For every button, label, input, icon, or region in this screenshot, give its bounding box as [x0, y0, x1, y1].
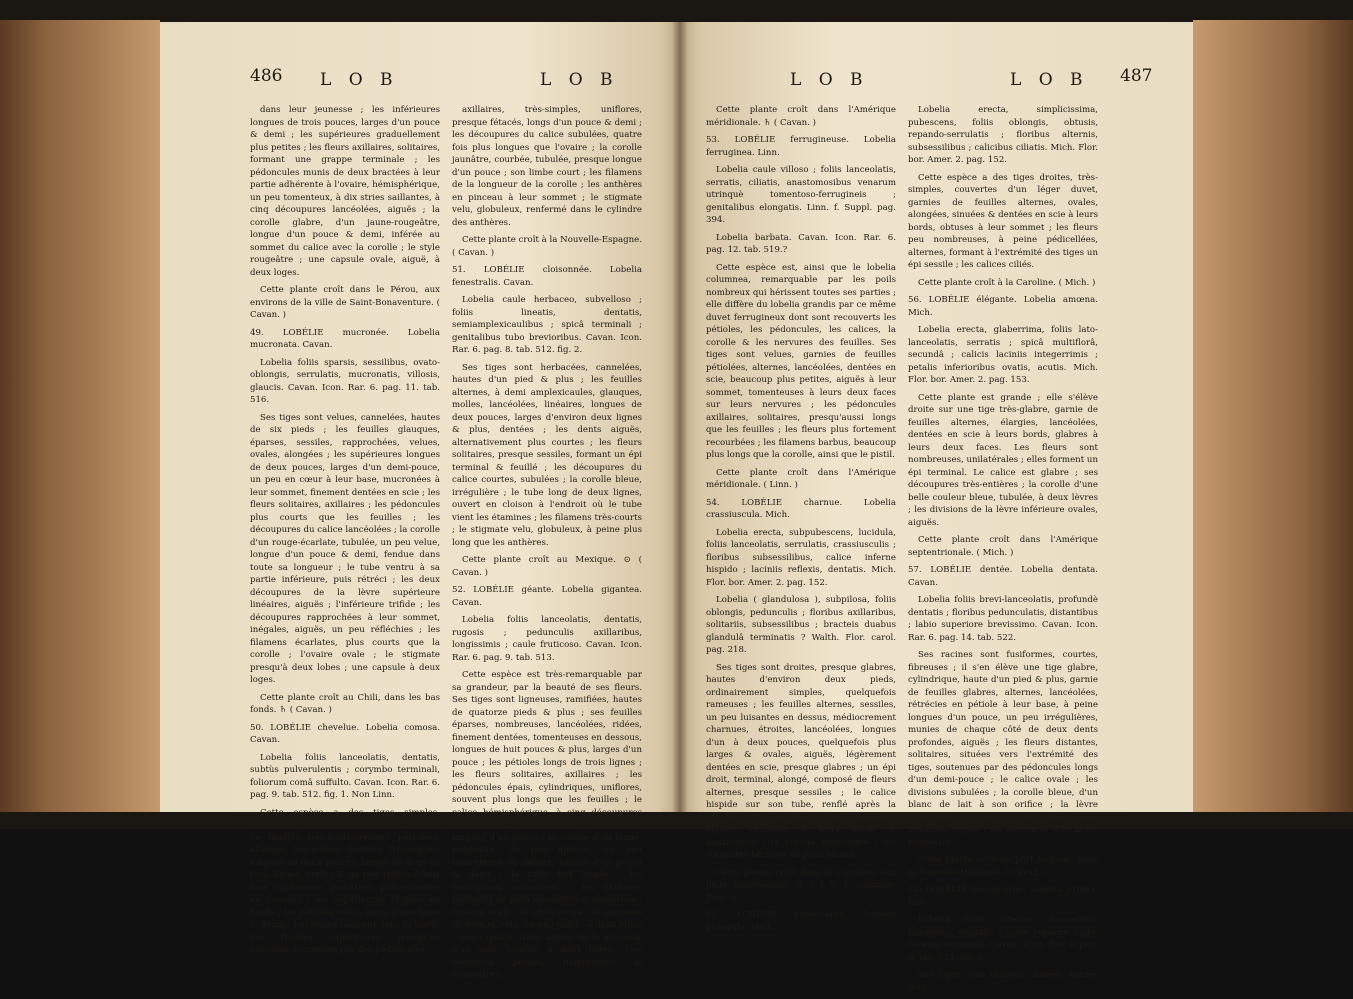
paragraph: Lobelia erecta, glaberrima, foliis lato-lanceolatis, serratis ; spicâ multiflorâ, secundâ ; calicis laciniis integerrimis ; petalis inferioribus ovatis, acutis. Mich. Flor. bor. Amer. 2. pag. 153.: [908, 325, 1098, 385]
paragraph: Cette plante croît dans l'Amérique méridionale. ♄ ( Cavan. ): [706, 105, 896, 128]
paragraph: Lobelia barbata. Cavan. Icon. Rar. 6. pag. 12. tab. 519.?: [706, 232, 896, 255]
paragraph: 53. LOBÉLIE ferrugineuse. Lobelia ferruginea. Linn.: [706, 135, 896, 158]
left-columns: [250, 104, 642, 987]
left-page-stack: [0, 20, 160, 812]
paragraph: Lobelia foliis alternis, lanceolato-linearibus, dentatis ; caule supernè nudo, racemo terminali. Cavan. Icon. Rar. 6 pag. 8. tab. 511. fig. 2.: [908, 915, 1098, 963]
paragraph: Cette espèce a des tiges simples, cannelées, hautes de deux pieds, garnies de feuilles très-médiocrement pétiolées, alternes, lancéolées, dentées, très-aiguës, longues de deux pouces, larges de deux ou trois lignes, vertes & un peu ridées à leur face supérieure, jaunâtres, pulvérulentes en dessous ; les supérieures réunies en touffe ; les pétioles velus, longs d'une ligne & demie. Les fleurs naissent dans la touffe des feuilles supérieures presqu'en corymbe, soutenues par des pédoncules: [250, 807, 440, 955]
left-page: [160, 22, 680, 980]
paragraph: Cette espèce est, ainsi que le lobelia columnea, remarquable par les poils nombreux qui hérissent toutes ses parties ; elle diffère du lobelia grandis par ce même duvet ferrugineux dont sont recouverts les pétioles, les pédoncules, les calices, la corolle & les nervures des feuilles. Ses tiges sont velues, garnies de feuilles pétiolées, alternes, lancéolées, dentées en scie, beaucoup plus petites, aiguës à leur sommet, tomenteuses à leurs deux faces sur leurs nervures ; les pédoncules axillaires, solitaires, presqu'aussi longs que les feuilles ; les fleurs plus fortement recourbées ; les filamens barbus, beaucoup plus longs que la corolle, ainsi que le pistil.: [706, 262, 896, 460]
left-running-head-2: L O B: [540, 70, 619, 90]
paragraph: axillaires, très-simples, uniflores, presque fétacés, longs d'un pouce & demi ; les découpures du calice subulées, quatre fois plus longues que l'ovaire ; la corolle jaunâtre, courbée, tubulée, presque longue d'un pouce ; son limbe court ; les filamens de la longueur de la corolle ; les anthères en pinceau à leur sommet ; le stigmate velu, globuleux, renfermé dans le cylindre des anthères.: [452, 105, 642, 228]
right-page: [680, 22, 1193, 993]
paragraph: 56. LOBÉLIE élégante. Lobelia amœna. Mich.: [908, 295, 1098, 318]
paragraph: Cette plante est grande ; elle s'élève droite sur une tige très-glabre, garnie de feuilles alternes, élargies, lancéolées, dentées en scie à leurs bords, glabres à leurs deux faces. Les fleurs sont nombreuses, unilatérales ; elles forment un épi terminal. Le calice est glabre ; ses découpures très-entières ; la corolle d'une belle couleur bleue, tubulée, à deux lèvres ; les divisions de la lèvre inférieure ovales, aiguës.: [908, 392, 1098, 528]
paragraph: 55. LOBÉLIE pubescente. Lobelia puberula. Mich.: [706, 910, 896, 933]
paragraph: Cette plante croît à la Nouvelle-Espagne. ( Cavan. ): [452, 235, 642, 258]
paragraph: dans leur jeunesse ; les inférieures longues de trois pouces, larges d'un pouce & demi ; les supérieures graduellement plus petites ; les fleurs axillaires, solitaires, formant une grappe terminale ; les pédoncules munis de deux bractées à leur partie adhérente à l'ovaire, hémisphérique, un peu tomenteux, à dix stries saillantes, à cinq découpures lancéolées, aiguës ; la corolle glabre, d'un jaune-rougeâtre, longue d'un pouce & demi, inférée au sommet du calice avec la corolle ; le style rougeâtre ; une capsule ovale, aiguë, à deux loges.: [250, 105, 440, 278]
right-columns: [706, 104, 1098, 999]
paragraph: Lobelia caule villoso ; foliis lanceolatis, serratis, ciliatis, anastomosibus venarum utrinquè tomentoso-ferrugineis ; genitalibus elongatis. Linn. f. Suppl. pag. 394.: [706, 165, 896, 225]
paragraph: Cette plante croît dans le Pérou, aux environs de la ville de Saint-Bonaventure. ( Cavan. ): [250, 285, 440, 320]
paragraph: Lobelia foliis sparsis, sessilibus, ovato-oblongis, serrulatis, mucronatis, villosis, glaucis. Cavan. Icon. Rar. 6. pag. 11. tab. 516.: [250, 357, 440, 405]
left-column-2: [452, 104, 642, 987]
right-page-stack: [1193, 20, 1353, 812]
paragraph: Cette plante croît dans la Caroline, aux lieux marécageux. ⊙ ? ( V. f. commun. Bosc. ): [706, 867, 896, 903]
paragraph: Lobelia foliis lanceolatis, dentatis, subtùs pulverulentis ; corymbo terminali, foliorum comâ suffulto. Cavan. Icon. Rar. 6. pag. 9. tab. 512. fig. 1. Non Linn.: [250, 752, 440, 800]
right-running-head-2: L O B: [1010, 70, 1089, 90]
paragraph: Cette plante croît au Mexique. ⊙ ( Cavan. ): [452, 555, 642, 578]
paragraph: Ses tiges sont droites, presque glabres, hautes d'environ deux pieds, ordinairement simples, quelquefois rameuses ; les feuilles alternes, sessiles, un peu luisantes en dessus, médiocrement charnues, étroites, lancéolées, longues d'un à deux pouces, quelquefois plus larges & ovales, aiguës, légèrement dentées en scie, presque glabres ; un épi droit, terminal, alongé, composé de fleurs alternes, presque sessiles ; le calice hispide sur son tube, renflé après la fécondation ; ses découpures lancéolées, aiguës, courbées à leurs bords & denticulées ; la corolle blanchâtre ; les stigmates hérissés de poils blancs.: [706, 662, 896, 860]
book-gutter: [672, 22, 688, 812]
paragraph: Cette plante croît à la Caroline. ( Mich. ): [918, 277, 1096, 288]
right-running-head-1: L O B: [790, 70, 869, 90]
paragraph: Ses racines sont fusiformes, courtes, fibreuses ; il s'en élève une tige glabre, cylindrique, haute d'un pied & plus, garnie de feuilles glabres, alternes, lancéolées, rétrécies en pétiole à leur base, à peine longues d'un pouce, un peu irrégulières, munies de chaque côté de deux dents profondes, aiguës ; les fleurs distantes, solitaires, situées vers l'extrémité des tiges, soutenues par des pédoncules longs d'un demi-pouce ; le calice ovale ; les divisions subulées ; la corolle bleue, d'un blanc de lait à son orifice ; la lèvre supérieure courte ; les découpures linéaires, aiguës ; les semences d'un brun-rougeâtre.: [908, 650, 1098, 848]
paragraph: Cette plante croît dans l'Amérique septentrionale. ( Mich. ): [908, 535, 1098, 558]
paragraph: 57. LOBÉLIE dentée. Lobelia dentata. Cavan.: [908, 565, 1098, 588]
left-running-head-1: L O B: [320, 70, 399, 90]
paragraph: Lobelia ( glandulosa ), subpilosa, foliis oblongis, pedunculis ; floribus axillaribus, solitariis, subsessilibus ; bracteis duabus glandulâ terminatis ? Walth. Flor. carol. pag. 218.: [706, 595, 896, 655]
paragraph: Cette plante croît dans l'Amérique méridionale. ( Linn. ): [706, 467, 896, 490]
right-column-1: [706, 104, 896, 999]
paragraph: Cette espèce est très-remarquable par sa grandeur, par la beauté de ses fleurs. Ses tiges sont ligneuses, ramifiées, hautes de quatorze pieds & plus ; ses feuilles éparses, nombreuses, lancéolées, ridées, finement dentées, tomenteuses en dessous, longues de huit pouces & plus, larges d'un pouce ; les pétioles longs de trois lignes ; les fleurs solitaires, axillaires ; les pédoncules épais, cylindriques, uniflores, souvent plus longs que les feuilles ; le calice hémisphérique, à cinq découpures persistantes, lancéolées, très-aiguës, longues d'un pouce ; la corolle d'un jaune-rougeâtre, un peu épaisse, un peu tomenteuse en dehors, longue d'un pouce & demi ; le tube fort ample ; les découpures acuminées ; les anthères hérissées de poils roussâtres & nombreux ; l'ovaire ovale ; le style rouge ; le stigmate globuleux, velu, un peu pelté ; à deux lobes ; une capsule ovale, aiguë, de la grosseur d'un pois, bivalve, à deux loges ; les semences petites, nombreuses & rougeâtres.: [452, 670, 642, 980]
paragraph: Lobelia caule herbaceo, subvelloso ; foliis lineatis, dentatis, semiamplexicaulibus ; spicâ terminali ; genitalibus tubo brevioribus. Cavan. Icon. Rar. 6. pag. 8. tab. 512. fig. 2.: [452, 295, 642, 355]
right-column-2: [908, 104, 1098, 999]
paragraph: Lobelia erecta, simplicissima, pubescens, foliis oblongis, obtusis, repando-serrulatis ; floribus alternis, subsessilibus ; calicibus ciliatis. Mich. Flor. bor. Amer. 2. pag. 152.: [908, 105, 1098, 165]
paragraph: 52. LOBÉLIE géante. Lobelia gigantea. Cavan.: [452, 585, 642, 608]
paragraph: Lobelia foliis lanceolatis, dentatis, rugosis ; pedunculis axillaribus, longissimis ; caule fruticoso. Cavan. Icon. Rar. 6. pag. 9. tab. 513.: [452, 615, 642, 663]
paragraph: 54. LOBÉLIE charnue. Lobelia crassiuscula. Mich.: [706, 497, 896, 520]
left-column-1: [250, 104, 440, 987]
paragraph: Lobelia foliis brevi-lanceolatis, profundè dentatis ; floribus pedunculatis, distantibus ; labio superiore brevissimo. Cavan. Icon. Rar. 6. pag. 14. tab. 522.: [908, 595, 1098, 643]
paragraph: 51. LOBÉLIE cloisonnée. Lobelia fenestralis. Cavan.: [452, 265, 642, 288]
paragraph: Ses tiges sont herbacées, cannelées, hautes d'un pied & plus ; les feuilles alternes, à demi amplexicaules, glauques, molles, lancéolées, linéaires, longues de deux pouces, larges d'environ deux lignes & plus, dentées ; les dents aiguës, alternativement plus courtes ; les fleurs solitaires, presque sessiles, formant un épi terminal & feuillé ; les découpures du calice courtes, subulées ; la corolle bleue, irrégulière ; le tube long de deux lignes, ouvert en cloison à l'endroit où le tube vient les étamines ; les filamens très-courts ; le stigmate velu, globuleux, à peine plus long que les anthères.: [452, 362, 642, 548]
paragraph: Ses tiges sont velues, cannelées, hautes de six pieds ; les feuilles glauques, éparses, sessiles, rapprochées, velues, ovales, alongées ; les supérieures longues de deux pouces, larges d'un demi-pouce, un peu en cœur à leur base, mucronées à leur sommet, finement dentées en scie ; les fleurs solitaires, axillaires ; les pédoncules plus courts que les feuilles ; les découpures du calice lancéolées ; la corolle d'un rouge-écarlate, tubulée, un peu velue, longue d'un pouce & demi, fendue dans toute sa longueur ; le tube ventru à sa partie inférieure, puis rétréci ; les deux découpures de la lèvre supérieure linéaires, aiguës ; l'inférieure trifide ; les découpures rapprochées à leur sommet, inégales, aiguës, un peu réfléchies ; les filamens écarlates, plus courts que la corolle ; l'ovaire ovale ; le stigmate presqu'à deux lobes ; une capsule à deux loges.: [250, 412, 440, 685]
paragraph: Cette plante croît au Chili, dans les bas fonds. ♄ ( Cavan. ): [250, 692, 440, 715]
left-page-number: 486: [250, 66, 283, 86]
paragraph: Lobelia erecta, subpubescens, lucidula, foliis lanceolatis, serrulatis, crassiusculis ; floribus subsessilibus, calice inferne hispido ; laciniis reflexis, dentatis. Mich. Flor. bor. Amer. 2. pag. 152.: [706, 527, 896, 588]
paragraph: 50. LOBÉLIE chevelue. Lobelia comosa. Cavan.: [250, 722, 440, 745]
paragraph: 58. LOBÉLIE bec-de-grue. Lobelia gruina. Cav.: [908, 885, 1098, 908]
right-page-number: 487: [1120, 66, 1153, 86]
paragraph: Cette plante croît au port Jackson, dans la Nouvelle-Hollande. ( Cavan. ): [908, 855, 1098, 878]
paragraph: 49. LOBÉLIE mucronée. Lobelia mucronata. Cavan.: [250, 327, 440, 350]
paragraph: Ses tiges sont glabres, striées, hautes d'un: [908, 970, 1098, 993]
paragraph: Cette espèce a des tiges droites, très-simples, couvertes d'un léger duvet, garnies de feuilles alternes, ovales, alongées, sinuées & dentées en scie à leurs bords, obtuses à leur sommet ; les fleurs peu nombreuses, à peine pédicellées, alternes, formant à l'extrémité des tiges un épi sessile ; les calices ciliés.: [908, 172, 1098, 270]
